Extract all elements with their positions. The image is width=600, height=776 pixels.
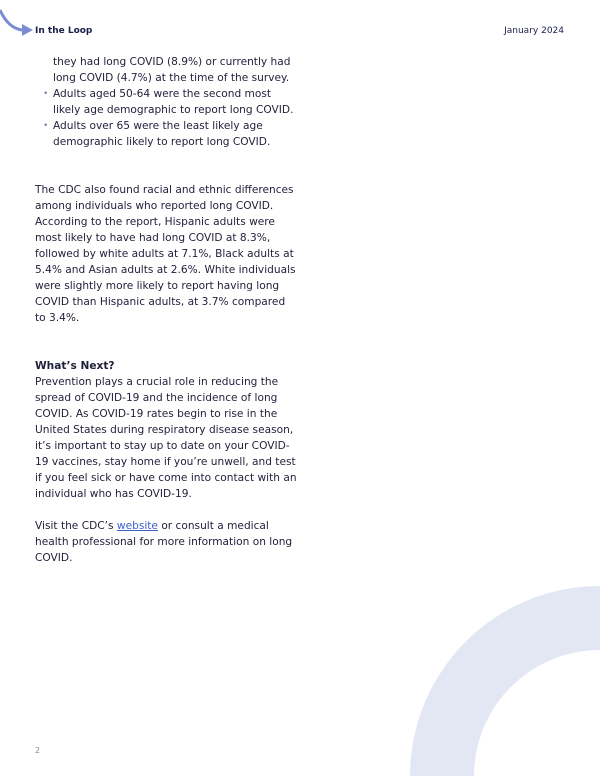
resources-text-end: or consult a medical health professional for more information on long COVID. xyxy=(35,520,293,564)
list-item: • Adults aged 50-64 were the second most likely age demographic to report long COVID. xyxy=(35,86,297,118)
list-item: • Adults over 65 were the least likely age demographic likely to report long COVID. xyxy=(35,118,297,150)
continued-text: they had long COVID (8.9%) or currently had long COVID (4.7%) at the time of the survey. xyxy=(53,56,291,84)
page-number: 2 xyxy=(35,746,41,755)
prevention-paragraph: Prevention plays a crucial role in reducing the spread of COVID-19 and the incidence of long COVID. As COVID-19 rates begin to rise in the United States during respiratory disease season, it’s important to stay up to date on your COVID-19 vaccines, stay home if you’re unwell, and test if you feel sick or have come into contact with an individual who has COVID-19. xyxy=(35,376,297,500)
section-heading: What’s Next? xyxy=(35,360,115,372)
cdc-website-link[interactable]: website xyxy=(116,520,158,532)
issue-date: January 2024 xyxy=(504,26,564,36)
racial-differences-paragraph: The CDC also found racial and ethnic differences among individuals who reported long COVID. According to the report, Hispanic adults were most likely to have had long COVID at 8.3%, followed by white adults at 7.1%, Black adults at 5.4% and Asian adults at 2.6%. White individuals were slightly more likely to report having long COVID than Hispanic adults, at 3.7% compared to 3.4%. xyxy=(35,184,296,324)
publication-brand: In the Loop xyxy=(35,26,93,36)
resources-text-start: Visit the CDC’s xyxy=(35,520,117,532)
